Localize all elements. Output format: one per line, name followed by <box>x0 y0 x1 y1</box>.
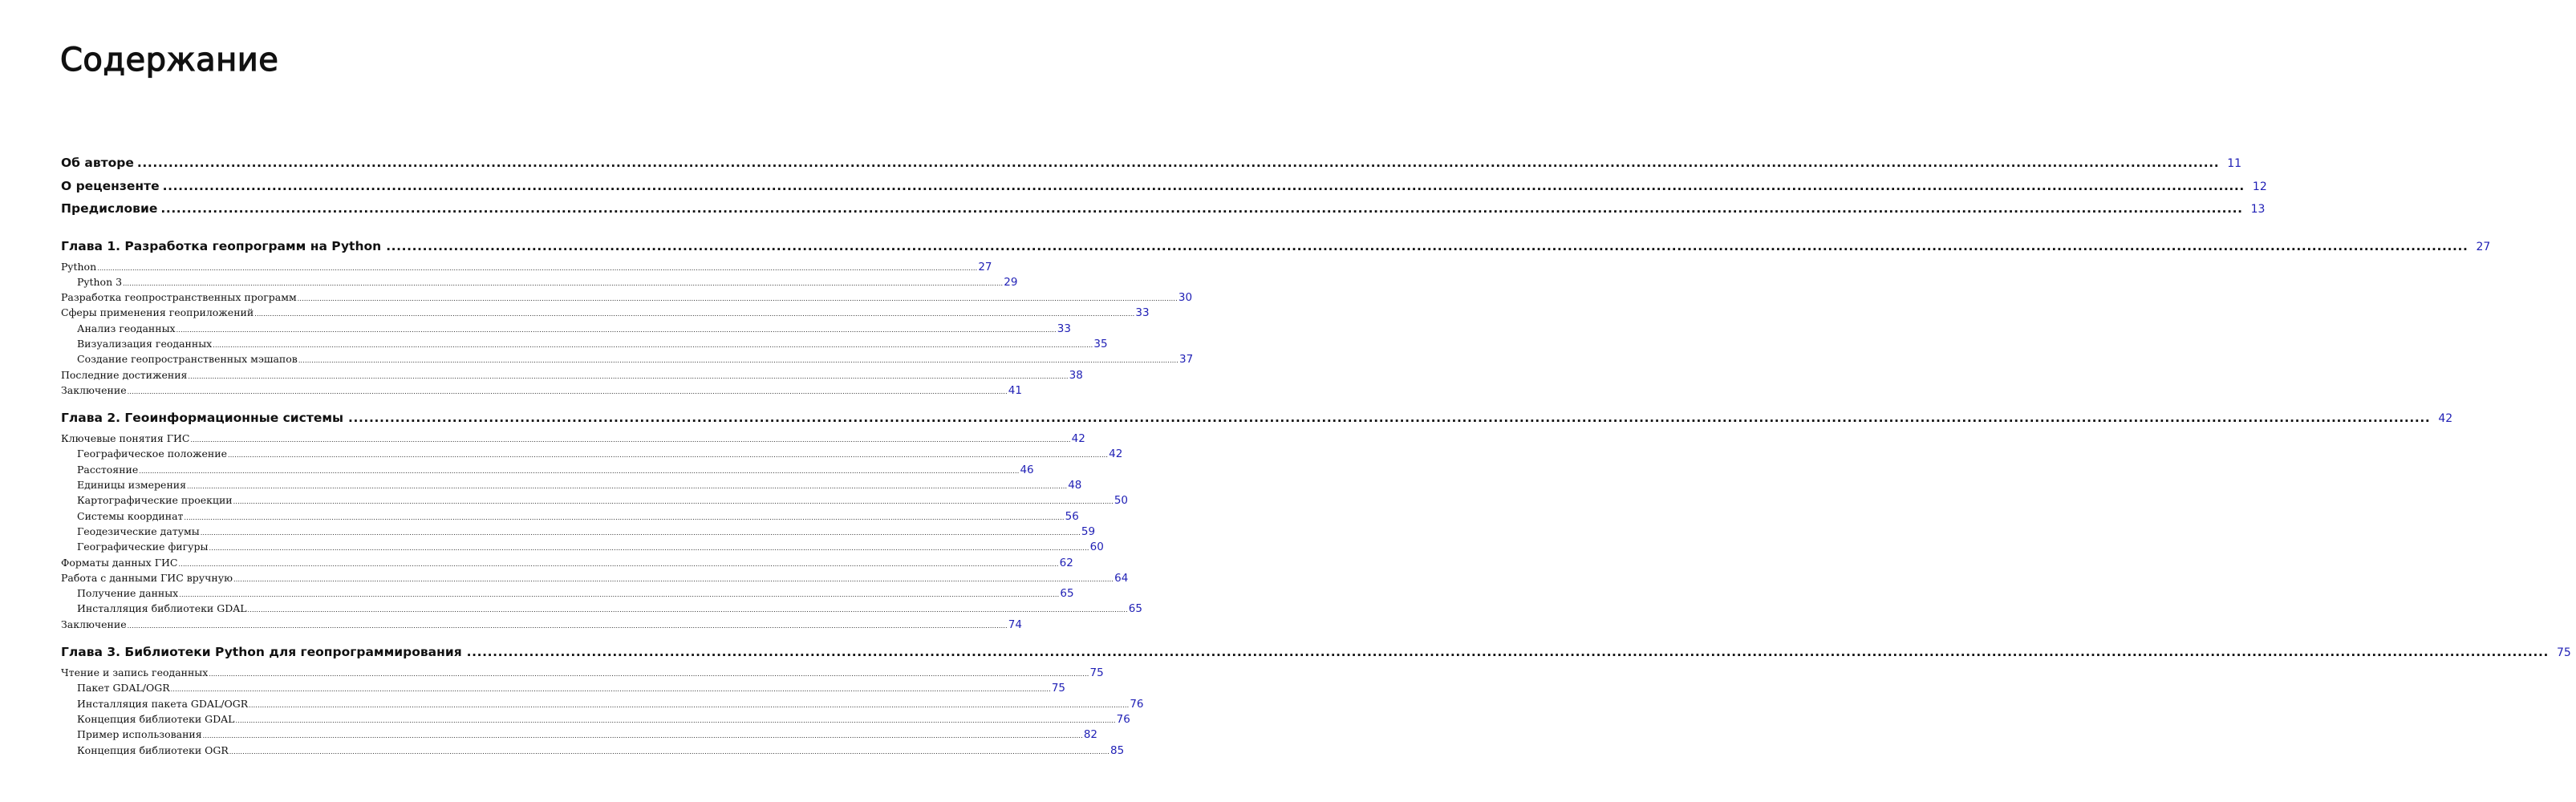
subsection-entry[interactable] <box>61 728 1098 743</box>
subsection-entry[interactable] <box>61 697 1144 713</box>
front-matter-entry[interactable] <box>61 156 2242 179</box>
toc-entry-title: Единицы измерения <box>77 479 186 492</box>
subsection-entry[interactable] <box>61 448 1123 463</box>
dot-leader: ................................................................................................................................................................................................................................................................................................................................................................................................................ <box>209 545 1089 553</box>
section-entry[interactable] <box>61 306 1150 322</box>
toc-entry-title: Расстояние <box>77 463 139 476</box>
dot-leader: ................................................................................................................................................................................................................................................................................................................................................................................................................ <box>162 178 2245 193</box>
section-entry[interactable] <box>61 556 1073 572</box>
dot-leader: ................................................................................................................................................................................................................................................................................................................................................................................................................ <box>184 513 1065 521</box>
toc-entry-title: Форматы данных ГИС <box>61 556 178 569</box>
toc-entry-title: Python 3 <box>77 275 123 288</box>
page-number-link[interactable]: 85 <box>1110 743 1125 757</box>
chapter-heading[interactable] <box>61 645 2571 666</box>
toc-entry-title: Заключение <box>61 618 127 630</box>
front-matter-entry[interactable] <box>61 201 2266 225</box>
page-number-link[interactable]: 33 <box>1135 306 1150 320</box>
page-number-link[interactable]: 74 <box>1008 618 1022 631</box>
dot-leader: ................................................................................................................................................................................................................................................................................................................................................................................................................ <box>249 701 1130 709</box>
toc-entry-title: Об авторе <box>61 156 134 170</box>
toc-entry-title: Инсталляция библиотеки GDAL <box>77 602 247 615</box>
dot-leader: ................................................................................................................................................................................................................................................................................................................................................................................................................ <box>247 606 1128 614</box>
table-of-contents <box>61 156 2571 759</box>
page-number-link[interactable]: 75 <box>1089 666 1104 680</box>
page-number-link[interactable]: 12 <box>2252 180 2267 193</box>
page-number-link[interactable]: 62 <box>1059 556 1073 569</box>
page-number-link[interactable]: 37 <box>1179 353 1194 367</box>
subsection-entry[interactable] <box>61 463 1034 479</box>
toc-entry-title: Заключение <box>61 383 127 396</box>
page-number-link[interactable]: 59 <box>1081 525 1096 538</box>
toc-entry-title: Анализ геоданных <box>77 322 176 334</box>
dot-leader: ................................................................................................................................................................................................................................................................................................................................................................................................................ <box>213 341 1093 349</box>
section-entry[interactable] <box>61 368 1083 384</box>
dot-leader: ................................................................................................................................................................................................................................................................................................................................................................................................................ <box>178 560 1059 568</box>
toc-entry-title: Сферы применения геоприложений <box>61 306 254 319</box>
dot-leader: ................................................................................................................................................................................................................................................................................................................................................................................................................ <box>386 238 2468 253</box>
dot-leader: ................................................................................................................................................................................................................................................................................................................................................................................................................ <box>170 686 1051 694</box>
page-number-link[interactable]: 30 <box>1178 291 1193 305</box>
toc-entry-title: Разработка геопространственных программ <box>61 291 297 304</box>
page-number-link[interactable]: 48 <box>1068 479 1082 492</box>
section-entry[interactable] <box>61 571 1129 587</box>
dot-leader: ................................................................................................................................................................................................................................................................................................................................................................................................................ <box>209 670 1089 678</box>
page-number-link[interactable]: 33 <box>1057 322 1071 335</box>
toc-entry-title: Географические фигуры <box>77 541 209 553</box>
section-entry[interactable] <box>61 291 1193 306</box>
page-number-link[interactable]: 42 <box>1109 448 1123 461</box>
toc-entry-title: Пакет GDAL/OGR <box>77 682 170 695</box>
page-number-link[interactable]: 65 <box>1060 587 1074 601</box>
dot-leader: ................................................................................................................................................................................................................................................................................................................................................................................................................ <box>297 295 1178 303</box>
subsection-entry[interactable] <box>61 525 1096 541</box>
dot-leader: ................................................................................................................................................................................................................................................................................................................................................................................................................ <box>254 310 1135 318</box>
subsection-entry[interactable] <box>61 509 1079 525</box>
dot-leader: ................................................................................................................................................................................................................................................................................................................................................................................................................ <box>179 591 1060 599</box>
toc-entry-title: Геодезические датумы <box>77 525 200 537</box>
subsection-entry[interactable] <box>61 602 1142 618</box>
toc-entry-title: Системы координат <box>77 509 184 522</box>
dot-leader: ................................................................................................................................................................................................................................................................................................................................................................................................................ <box>466 645 2549 660</box>
toc-entry-title: Ключевые понятия ГИС <box>61 432 190 445</box>
dot-leader: ................................................................................................................................................................................................................................................................................................................................................................................................................ <box>202 732 1083 740</box>
dot-leader: ................................................................................................................................................................................................................................................................................................................................................................................................................ <box>123 279 1004 287</box>
toc-entry-title: Визуализация геоданных <box>77 337 213 350</box>
spacer <box>61 399 582 411</box>
dot-leader: ................................................................................................................................................................................................................................................................................................................................................................................................................ <box>127 387 1008 395</box>
toc-entry-title: Глава 1. Разработка геопрограмм на Python <box>61 238 382 253</box>
subsection-entry[interactable] <box>61 337 1108 353</box>
page-number-link[interactable]: 13 <box>2250 203 2266 216</box>
page-number-link[interactable]: 64 <box>1114 571 1129 585</box>
toc-entry-title: Работа с данными ГИС вручную <box>61 571 233 584</box>
page-number-link[interactable]: 76 <box>1116 712 1130 726</box>
page-number-link[interactable]: 50 <box>1114 494 1129 508</box>
page-number-link[interactable]: 75 <box>2556 646 2571 660</box>
section-entry[interactable] <box>61 666 1104 682</box>
dot-leader: ................................................................................................................................................................................................................................................................................................................................................................................................................ <box>136 156 2220 170</box>
spacer <box>61 634 582 645</box>
toc-entry-title: Получение данных <box>77 587 179 600</box>
toc-entry-title: Географическое положение <box>77 448 227 460</box>
page-number-link[interactable]: 35 <box>1093 337 1108 350</box>
page-number-link[interactable]: 42 <box>2438 412 2453 426</box>
page-number-link[interactable]: 42 <box>1071 432 1085 446</box>
page-number-link[interactable]: 29 <box>1004 275 1018 289</box>
dot-leader: ................................................................................................................................................................................................................................................................................................................................................................................................................ <box>188 372 1069 380</box>
dot-leader: ................................................................................................................................................................................................................................................................................................................................................................................................................ <box>233 575 1114 583</box>
subsection-entry[interactable] <box>61 743 1125 759</box>
subsection-entry[interactable] <box>61 494 1129 509</box>
page-number-link[interactable]: 56 <box>1065 509 1079 523</box>
toc-entry-title: Создание геопространственных мэшапов <box>77 353 298 366</box>
section-entry[interactable] <box>61 432 1085 448</box>
dot-leader: ................................................................................................................................................................................................................................................................................................................................................................................................................ <box>235 716 1116 724</box>
subsection-entry[interactable] <box>61 541 1104 556</box>
toc-entry-title: Глава 2. Геоинформационные системы <box>61 411 344 426</box>
dot-leader: ................................................................................................................................................................................................................................................................................................................................................................................................................ <box>233 498 1114 506</box>
page-number-link[interactable]: 65 <box>1128 602 1142 616</box>
subsection-entry[interactable] <box>61 275 1018 291</box>
dot-leader: ................................................................................................................................................................................................................................................................................................................................................................................................................ <box>139 467 1020 475</box>
toc-entry-title: Предисловие <box>61 201 158 216</box>
page-number-link[interactable]: 27 <box>2476 240 2491 253</box>
page-number-link[interactable]: 27 <box>978 260 992 273</box>
subsection-entry[interactable] <box>61 479 1082 494</box>
toc-entry-title: Картографические проекции <box>77 494 233 507</box>
dot-leader: ................................................................................................................................................................................................................................................................................................................................................................................................................ <box>160 201 2243 216</box>
dot-leader: ................................................................................................................................................................................................................................................................................................................................................................................................................ <box>298 357 1178 365</box>
toc-entry-title: Концепция библиотеки OGR <box>77 743 229 756</box>
toc-entry-title: Пример использования <box>77 728 202 741</box>
page-number-link[interactable]: 11 <box>2227 157 2242 170</box>
dot-leader: ................................................................................................................................................................................................................................................................................................................................................................................................................ <box>348 411 2431 426</box>
section-entry[interactable] <box>61 260 992 276</box>
page-number-link[interactable]: 46 <box>1020 463 1034 476</box>
page-number-link[interactable]: 41 <box>1008 383 1022 397</box>
page-number-link[interactable]: 76 <box>1130 697 1144 711</box>
dot-leader: ................................................................................................................................................................................................................................................................................................................................................................................................................ <box>229 747 1110 755</box>
subsection-entry[interactable] <box>61 712 1130 728</box>
page-title: Содержание <box>60 42 279 79</box>
toc-entry-title: Концепция библиотеки GDAL <box>77 712 235 725</box>
page-number-link[interactable]: 38 <box>1069 368 1083 382</box>
subsection-entry[interactable] <box>61 682 1066 697</box>
subsection-entry[interactable] <box>61 587 1074 602</box>
subsection-entry[interactable] <box>61 353 1194 368</box>
toc-entry-title: Инсталляция пакета GDAL/OGR <box>77 697 249 710</box>
chapter-heading[interactable] <box>61 411 2453 432</box>
toc-entry-title: О рецензенте <box>61 178 160 193</box>
dot-leader: ................................................................................................................................................................................................................................................................................................................................................................................................................ <box>97 264 978 272</box>
dot-leader: ................................................................................................................................................................................................................................................................................................................................................................................................................ <box>127 622 1008 630</box>
page-number-link[interactable]: 82 <box>1083 728 1098 742</box>
dot-leader: ................................................................................................................................................................................................................................................................................................................................................................................................................ <box>227 452 1109 460</box>
dot-leader: ................................................................................................................................................................................................................................................................................................................................................................................................................ <box>187 483 1068 491</box>
section-entry[interactable] <box>61 618 1022 634</box>
page-number-link[interactable]: 60 <box>1089 541 1104 554</box>
dot-leader: ................................................................................................................................................................................................................................................................................................................................................................................................................ <box>190 436 1071 444</box>
front-matter-entry[interactable] <box>61 178 2267 202</box>
page-number-link[interactable]: 75 <box>1051 682 1066 695</box>
dot-leader: ................................................................................................................................................................................................................................................................................................................................................................................................................ <box>200 529 1081 537</box>
toc-entry-title: Последние достижения <box>61 368 188 381</box>
spacer <box>61 225 582 239</box>
section-entry[interactable] <box>61 383 1022 399</box>
toc-entry-title: Python <box>61 260 97 273</box>
dot-leader: ................................................................................................................................................................................................................................................................................................................................................................................................................ <box>176 326 1057 334</box>
toc-entry-title: Чтение и запись геоданных <box>61 666 209 679</box>
chapter-heading[interactable] <box>61 238 2491 261</box>
toc-entry-title: Глава 3. Библиотеки Python для геопрограммирования <box>61 645 462 660</box>
subsection-entry[interactable] <box>61 322 1071 338</box>
